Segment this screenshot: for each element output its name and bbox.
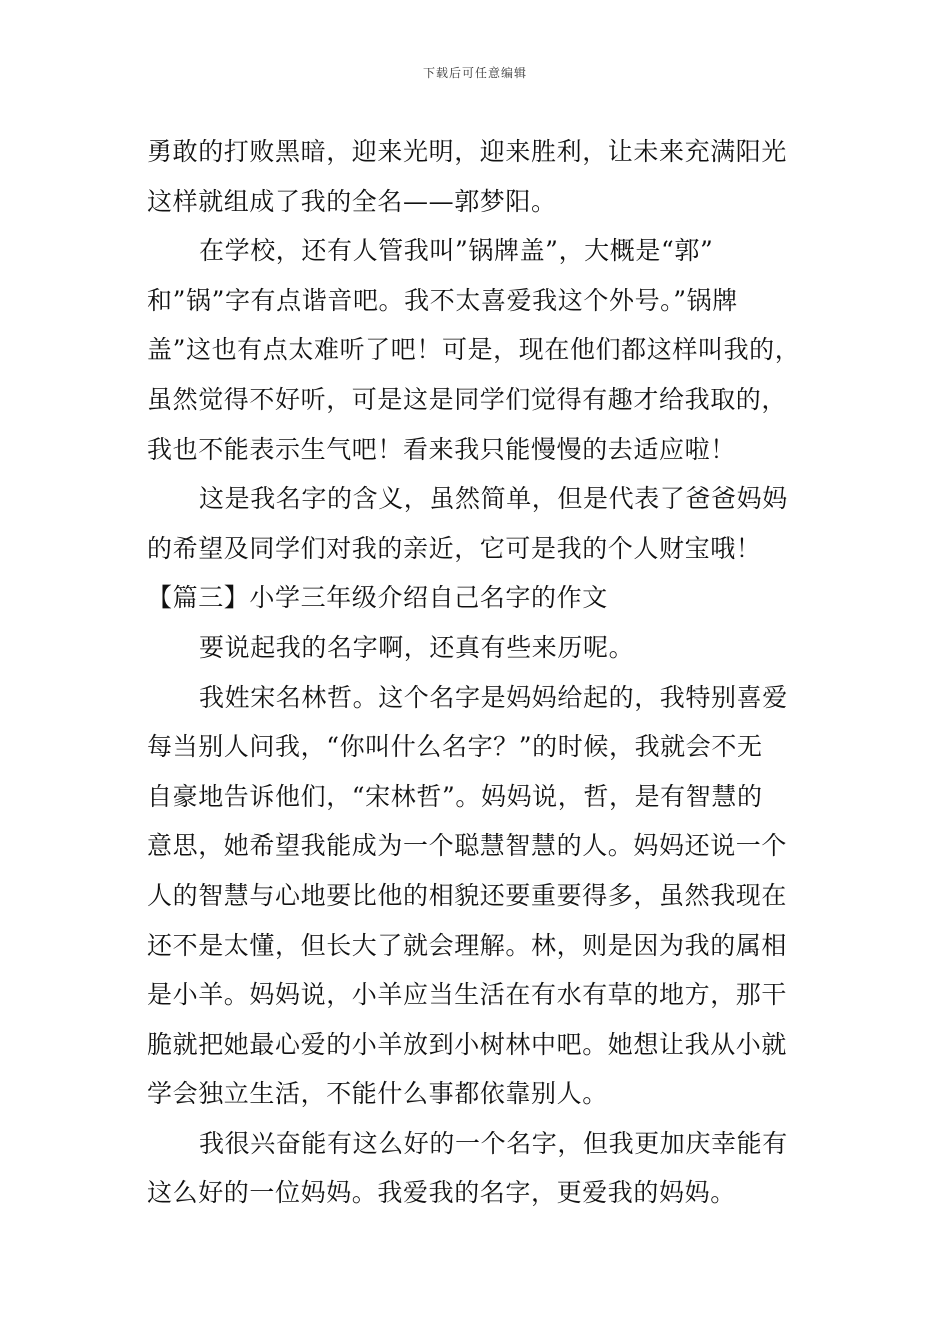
document-body [147, 127, 827, 1218]
page-header: 下载后可任意编辑 [422, 66, 527, 80]
text-line: 意思，她希望我能成为一个聪慧智慧的人。妈妈还说一个 [147, 831, 788, 861]
text-line: 这是我名字的含义，虽然简单，但是代表了爸爸妈妈 [199, 484, 788, 514]
text-line: 自豪地告诉他们，“宋林哲”。妈妈说，哲，是有智慧的 [147, 781, 763, 811]
text-line: 盖”这也有点太难听了吧！可是，现在他们都这样叫我的， [147, 335, 801, 365]
text-line: 我也不能表示生气吧！看来我只能慢慢的去适应啦！ [147, 434, 736, 464]
text-line: 这么好的一位妈妈。我爱我的名字，更爱我的妈妈。 [147, 1178, 736, 1208]
text-line: 在学校，还有人管我叫”锅牌盖”，大概是“郭” [199, 236, 714, 266]
text-line: 还不是太懂，但长大了就会理解。林，则是因为我的属相 [147, 930, 788, 960]
section-heading: 【篇三】小学三年级介绍自己名字的作文 [147, 583, 608, 613]
text-line: 脆就把她最心爱的小羊放到小树林中吧。她想让我从小就 [147, 1029, 788, 1059]
text-line: 学会独立生活，不能什么事都依靠别人。 [147, 1079, 608, 1109]
text-line: 这样就组成了我的全名——郭梦阳。 [147, 186, 557, 216]
text-line: 勇敢的打败黑暗，迎来光明，迎来胜利，让未来充满阳光 [147, 137, 788, 166]
text-line: 是小羊。妈妈说，小羊应当生活在有水有草的地方，那干 [147, 980, 788, 1010]
text-line: 虽然觉得不好听，可是这是同学们觉得有趣才给我取的， [147, 384, 788, 414]
text-line: 每当别人问我，“你叫什么名字？”的时候，我就会不无 [147, 732, 763, 762]
text-line: 要说起我的名字啊，还真有些来历呢。 [199, 632, 635, 662]
text-line: 人的智慧与心地要比他的相貌还要重要得多，虽然我现在 [147, 880, 788, 910]
text-line: 我很兴奋能有这么好的一个名字，但我更加庆幸能有 [199, 1128, 788, 1158]
text-line: 我姓宋名林哲。这个名字是妈妈给起的，我特别喜爱 [199, 682, 788, 712]
text-line: 的希望及同学们对我的亲近，它可是我的个人财宝哦！ [147, 533, 762, 563]
text-line: 和”锅”字有点谐音吧。我不太喜爱我这个外号。”锅牌 [147, 285, 738, 315]
